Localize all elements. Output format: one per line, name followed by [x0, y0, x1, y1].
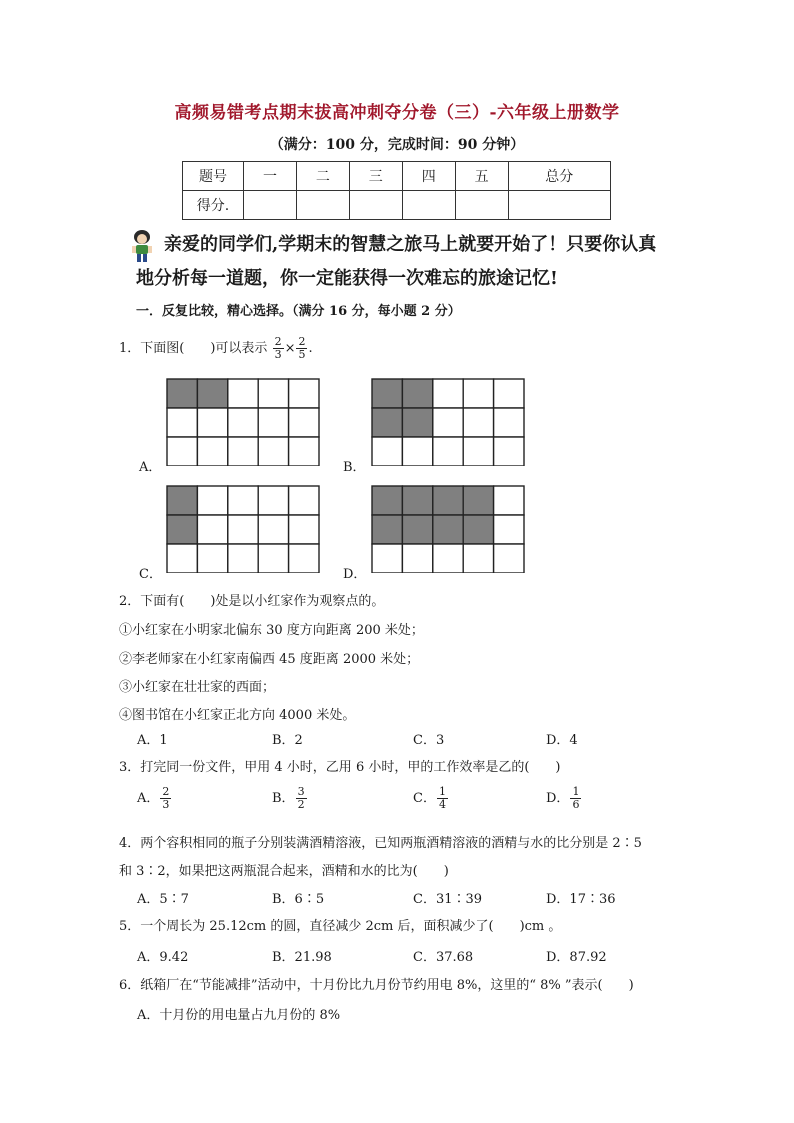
grid-cell [197, 408, 227, 437]
grid-cell [494, 408, 524, 437]
grid-cell [289, 544, 319, 573]
score-input-cell[interactable] [349, 191, 402, 220]
score-table-cell: 题号 [183, 162, 244, 191]
grid-cell [433, 379, 463, 408]
grid-cell [372, 544, 402, 573]
option-label-c[interactable]: C． [139, 567, 162, 582]
q4-option-d[interactable]: D．17∶36 [546, 892, 616, 907]
grid-cell [494, 544, 524, 573]
q6-option-a[interactable]: A．十月份的用电量占九月份的 8% [137, 1008, 341, 1023]
grid-cell [463, 544, 493, 573]
question-4-line-2: 和 3∶2，如果把这两瓶混合起来，酒精和水的比为( ) [119, 864, 449, 879]
shaded-cell [167, 515, 197, 544]
question-2-stem: 2．下面有( )处是以小红家作为观察点的。 [119, 594, 385, 609]
grid-cell [258, 486, 288, 515]
grid-cell [372, 437, 402, 466]
score-table-cell: 二 [296, 162, 349, 191]
grid-cell [197, 486, 227, 515]
grid-cell [494, 515, 524, 544]
shaded-cell [372, 515, 402, 544]
q2-item-1: ①小红家在小明家北偏东 30 度方向距离 200 米处； [119, 623, 424, 638]
shaded-cell [402, 486, 432, 515]
grid-cell [402, 544, 432, 573]
times-sign: × [284, 341, 296, 356]
q4-option-a[interactable]: A．5∶7 [137, 892, 189, 907]
grid-cell [402, 437, 432, 466]
grid-cell [258, 544, 288, 573]
grid-cell [197, 437, 227, 466]
grid-cell [433, 408, 463, 437]
score-table-cell: 三 [349, 162, 402, 191]
score-table-cell: 得分. [183, 191, 244, 220]
student-figure-icon [127, 229, 157, 263]
question-6-stem: 6．纸箱厂在“节能减排”活动中，十月份比九月份节约用电 8%，这里的“ 8% ”表示( ) [119, 978, 634, 993]
option-label-b[interactable]: B． [343, 460, 366, 475]
shaded-cell [463, 486, 493, 515]
q2-option-d[interactable]: D．4 [546, 733, 578, 748]
grid-cell [463, 408, 493, 437]
grid-cell [228, 486, 258, 515]
grid-figure-d [371, 485, 525, 573]
score-table-cell: 总分 [508, 162, 610, 191]
q2-item-2: ②李老师家在小红家南偏西 45 度距离 2000 米处； [119, 652, 420, 667]
q2-item-3: ③小红家在壮壮家的西面； [119, 680, 276, 695]
grid-cell [289, 486, 319, 515]
question-4-line-1: 4．两个容积相同的瓶子分别装满酒精溶液，已知两瓶酒精溶液的酒精与水的比分别是 2∶5 [119, 836, 642, 851]
intro-line-2: 地分析每一道题，你一定能获得一次难忘的旅途记忆! [136, 268, 558, 289]
score-table-cell: 一 [244, 162, 297, 191]
grid-cell [197, 515, 227, 544]
grid-cell [289, 408, 319, 437]
shaded-cell [402, 515, 432, 544]
q5-option-a[interactable]: A．9.42 [137, 950, 189, 965]
shaded-cell [402, 379, 432, 408]
question-5-stem: 5．一个周长为 25.12cm 的圆，直径减少 2cm 后，面积减少了( )cm 。 [119, 919, 562, 934]
question-3-stem: 3．打完同一份文件，甲用 4 小时，乙用 6 小时，甲的工作效率是乙的( ) [119, 760, 561, 775]
score-input-cell[interactable] [455, 191, 508, 220]
grid-cell [228, 544, 258, 573]
grid-cell [228, 515, 258, 544]
q5-option-d[interactable]: D．87.92 [546, 950, 607, 965]
period: . [308, 341, 313, 356]
shaded-cell [372, 486, 402, 515]
grid-cell [494, 486, 524, 515]
grid-cell [258, 408, 288, 437]
grid-cell [228, 408, 258, 437]
grid-cell [258, 437, 288, 466]
grid-cell [289, 437, 319, 466]
grid-cell [167, 408, 197, 437]
shaded-cell [463, 515, 493, 544]
shaded-cell [372, 408, 402, 437]
grid-cell [228, 437, 258, 466]
score-table-score-row [183, 191, 611, 220]
q2-item-4: ④图书馆在小红家正北方向 4000 米处。 [119, 708, 356, 723]
score-input-cell[interactable] [296, 191, 349, 220]
grid-cell [167, 437, 197, 466]
grid-cell [228, 379, 258, 408]
shaded-cell [167, 379, 197, 408]
shaded-cell [433, 486, 463, 515]
fraction: $\frac{2}{5}$ [298, 335, 306, 361]
q2-option-c[interactable]: C．3 [413, 733, 445, 748]
score-table-cell: 四 [402, 162, 455, 191]
q3-option-c[interactable]: C． $\frac{1}{4}$ [413, 785, 446, 811]
q1-mid: )可以表示 [210, 341, 268, 356]
grid-cell [258, 515, 288, 544]
shaded-cell [167, 486, 197, 515]
grid-cell [463, 437, 493, 466]
shaded-cell [197, 379, 227, 408]
grid-cell [258, 379, 288, 408]
score-input-cell[interactable] [508, 191, 610, 220]
q4-option-b[interactable]: B．6∶5 [272, 892, 325, 907]
score-input-cell[interactable] [244, 191, 297, 220]
q1-prefix: 1．下面图( [119, 341, 185, 356]
grid-figure-b [371, 378, 525, 466]
page-title: 高频易错考点期末拔高冲刺夺分卷（三）-六年级上册数学 [174, 103, 620, 123]
intro-line-1: 亲爱的同学们,学期末的智慧之旅马上就要开始了！只要你认真 [164, 234, 657, 255]
grid-cell [433, 437, 463, 466]
q2-option-a[interactable]: A．1 [137, 733, 168, 748]
option-label-d[interactable]: D． [343, 567, 367, 582]
q3-option-a[interactable]: A． $\frac{2}{3}$ [137, 785, 170, 811]
grid-cell [197, 544, 227, 573]
grid-cell [167, 544, 197, 573]
page-subtitle: （满分：100 分，完成时间：90 分钟） [269, 137, 525, 153]
score-input-cell[interactable] [402, 191, 455, 220]
grid-figure-c [166, 485, 320, 573]
fraction: $\frac{2}{3}$ [274, 335, 282, 361]
q4-option-c[interactable]: C．31∶39 [413, 892, 483, 907]
score-table-header-row [183, 162, 611, 191]
score-table-cell: 五 [455, 162, 508, 191]
q2-option-b[interactable]: B．2 [272, 733, 303, 748]
question-1-stem [119, 336, 313, 361]
grid-cell [289, 379, 319, 408]
q5-option-b[interactable]: B．21.98 [272, 950, 332, 965]
grid-cell [463, 379, 493, 408]
shaded-cell [433, 515, 463, 544]
grid-figure-a [166, 378, 320, 466]
q3-option-d[interactable]: D． $\frac{1}{6}$ [546, 785, 580, 811]
shaded-cell [372, 379, 402, 408]
grid-cell [494, 437, 524, 466]
shaded-cell [402, 408, 432, 437]
q3-option-b[interactable]: B． $\frac{3}{2}$ [272, 785, 305, 811]
option-label-a[interactable]: A． [139, 460, 162, 475]
answer-blank[interactable] [184, 341, 210, 356]
grid-cell [433, 544, 463, 573]
section-heading: 一．反复比较，精心选择。（满分 16 分，每小题 2 分） [136, 304, 461, 319]
q5-option-c[interactable]: C．37.68 [413, 950, 474, 965]
grid-cell [494, 379, 524, 408]
score-table [182, 161, 611, 220]
grid-cell [289, 515, 319, 544]
